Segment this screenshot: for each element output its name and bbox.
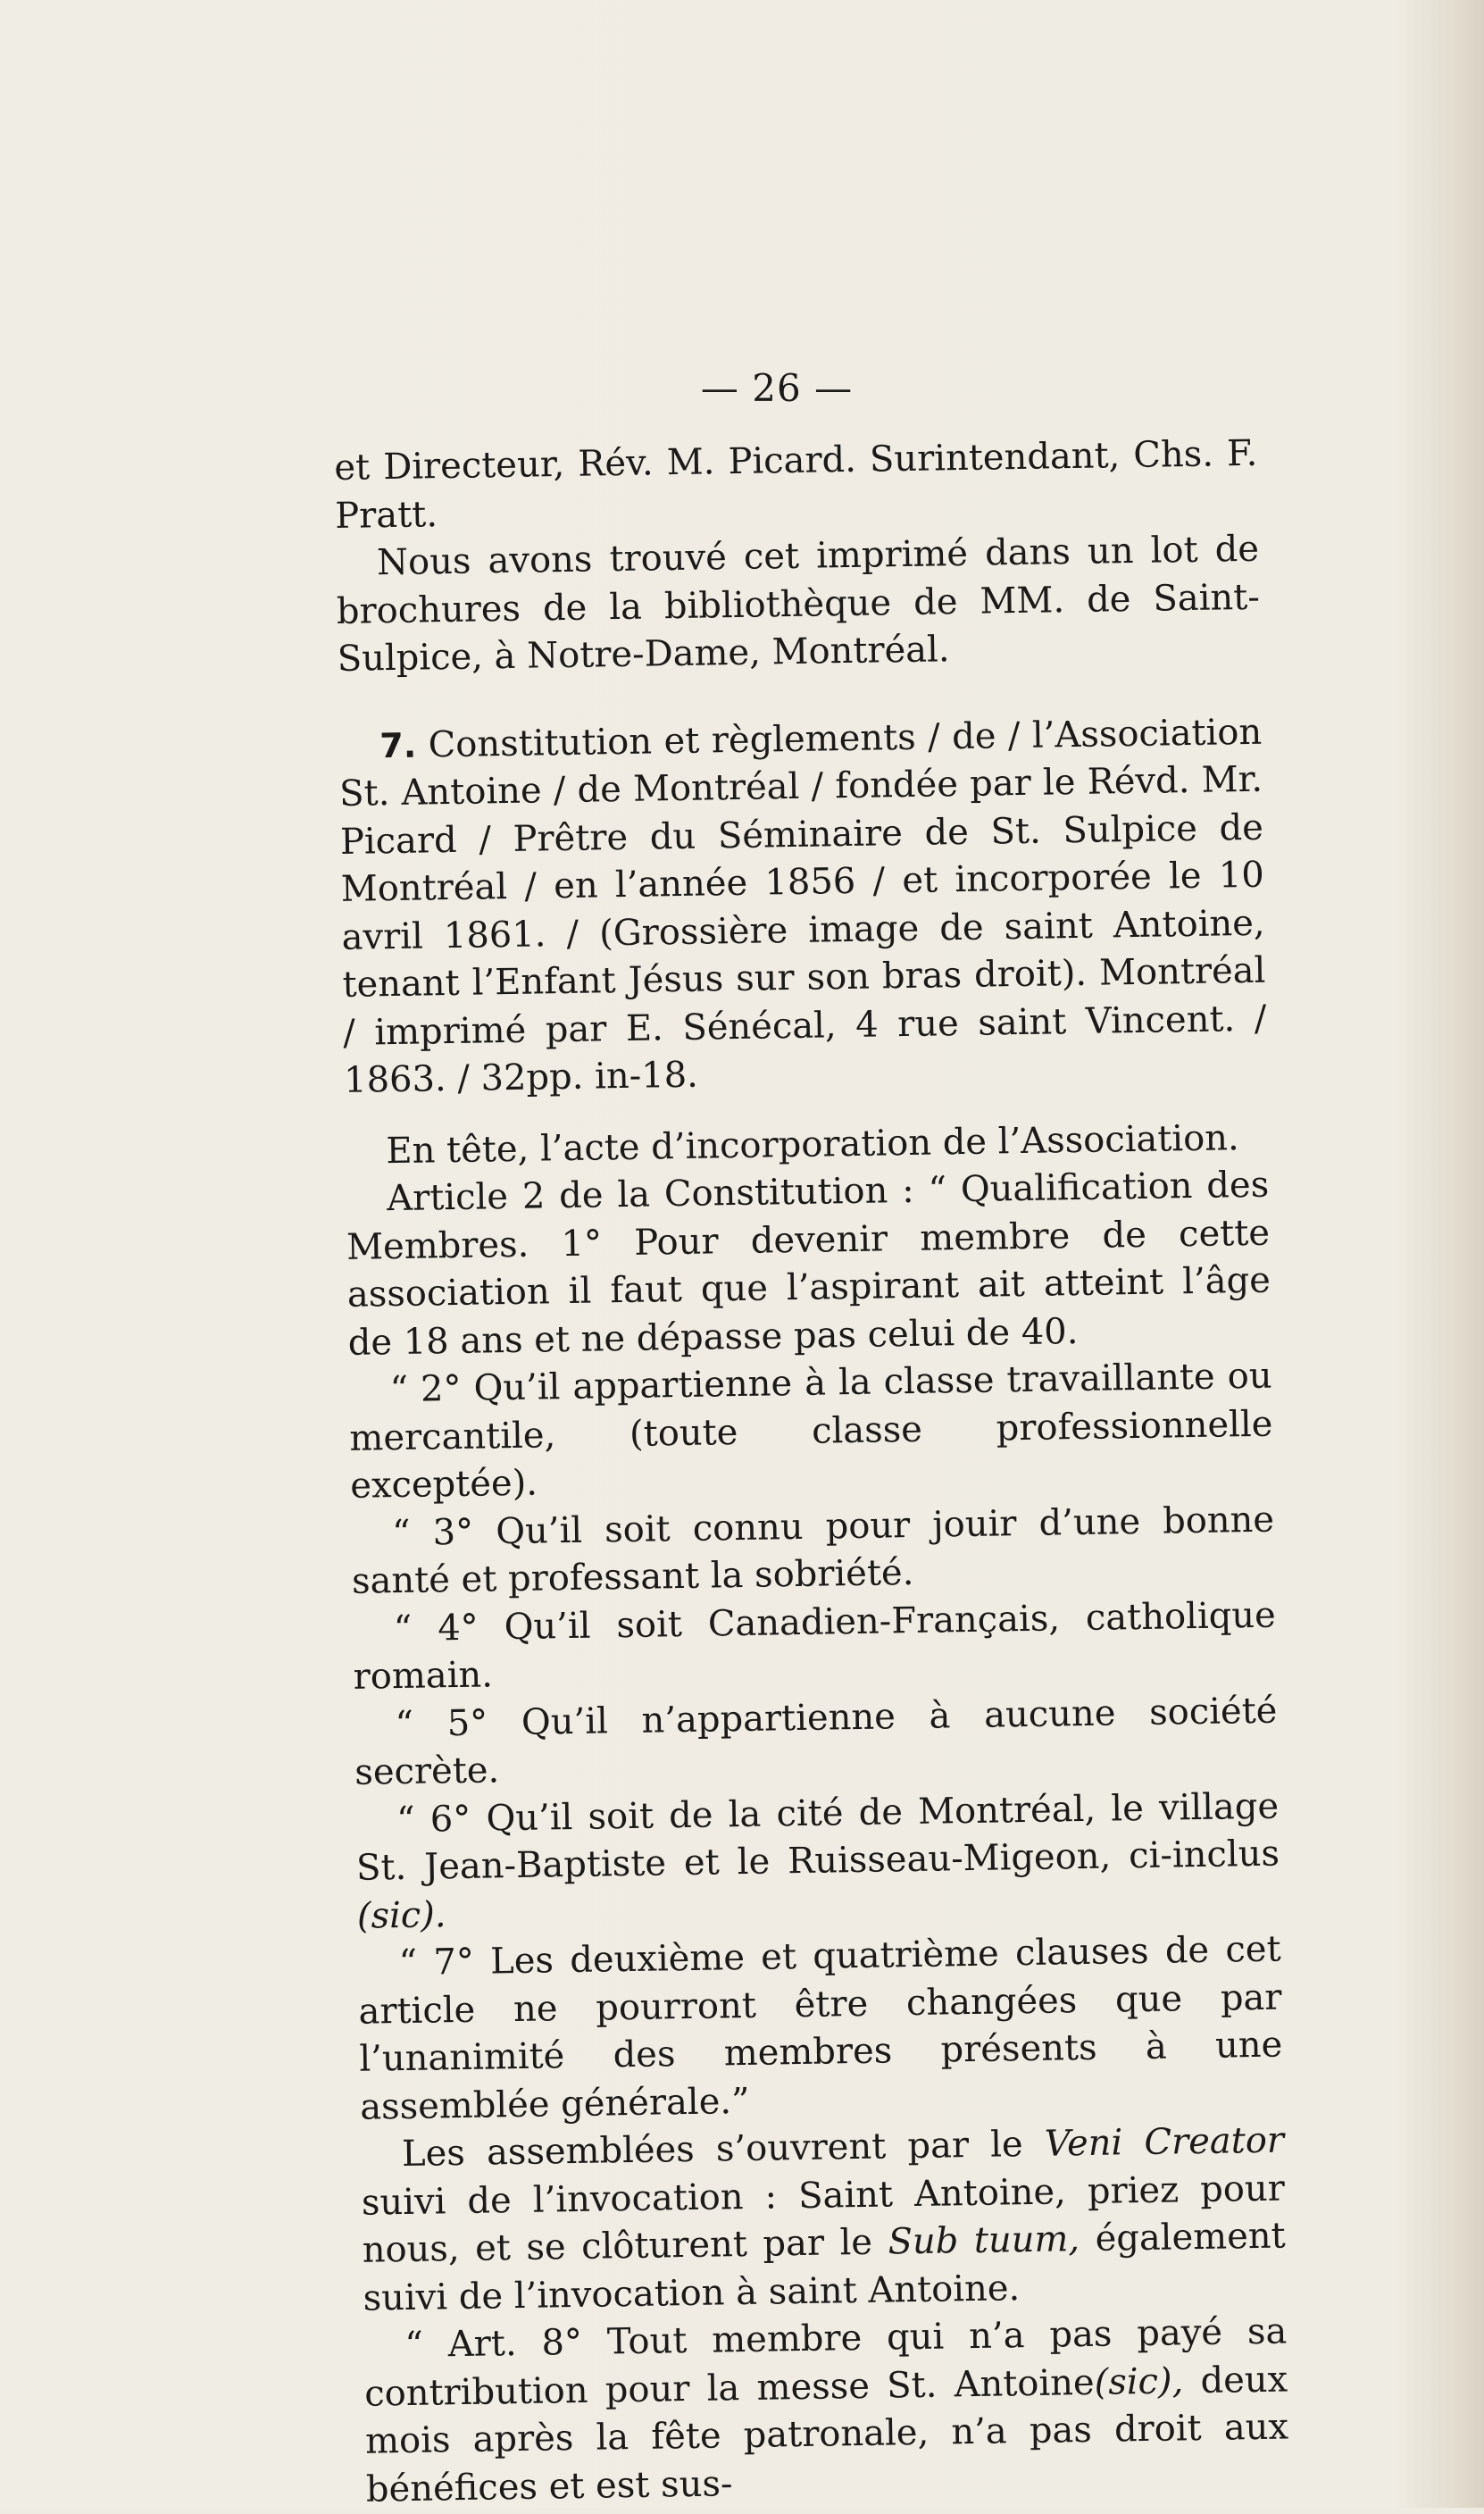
page-number: — 26 —: [700, 366, 854, 410]
assemblies-text-2: suivi de l’invocation : Saint Antoine, priez pour nous, et se clôturent par le: [361, 2167, 1286, 2271]
sub-tuum: Sub tuum,: [888, 2218, 1080, 2263]
paragraph-clause-6: [355, 1783, 1280, 1941]
paragraph-clause-3: “ 3° Qu’il soit connu pour jouir d’une bonne santé et professant la sobriété.: [351, 1499, 1275, 1602]
paragraph-continuation: et Directeur, Rév. M. Picard. Surintendant, Chs. F. Pratt.: [334, 432, 1258, 537]
paragraph-article-2: Article 2 de la Constitution : “ Qualification des Membres. 1° Pour devenir membre de cette association il faut que l’aspirant ait atteint l’âge de 18 ans et ne dépasse pas celui de 40.: [346, 1164, 1271, 1364]
paragraph-clause-4: “ 4° Qu’il soit Canadien-Français, catholique romain.: [353, 1594, 1277, 1698]
paragraph-clause-2: “ 2° Qu’il appartienne à la classe travaillante ou mercantile, (toute classe professionnelle exceptée).: [349, 1355, 1273, 1507]
assemblies-text-1: Les assemblées s’ouvrent par le: [401, 2123, 1046, 2176]
article-8-text-2: deux mois après la fête patronale, n’a pas droit aux bénéfices et est sus-: [364, 2358, 1289, 2510]
sic-note-2: (sic),: [1094, 2359, 1184, 2403]
entry-text: Constitution et règlements / de / l’Association St. Antoine / de Montréal / fondée par le Révd. Mr. Picard / Prêtre du Séminaire de St. Sulpice de Montréal / en l’année 1856 / et incorporée le 10 avril 1861. / (Grossière image de saint Antoine, tenant l’Enfant Jésus sur son bras droit). Montréal / imprimé par E. Sénécal, 4 rue saint Vincent. / 1863. / 32pp. in-18.: [338, 711, 1267, 1101]
paragraph-article-8: [363, 2308, 1289, 2513]
article-8-text-1: “ Art. 8° Tout membre qui n’a pas payé sa contribution pour la messe St. Antoine: [363, 2310, 1288, 2415]
assemblies-text-3: également suivi de l’invocation à saint Antoine.: [363, 2215, 1286, 2319]
sic-note: (sic).: [356, 1893, 446, 1937]
paragraph-incorporation: En tête, l’acte d’incorporation de l’Association.: [386, 1116, 1240, 1172]
clause-6-text: “ 6° Qu’il soit de la cité de Montréal, le village St. Jean-Baptiste et le Ruisseau-Migeon, ci-inclus: [355, 1785, 1280, 1889]
paragraph-clause-7: “ 7° Les deuxième et quatrième clauses de cet article ne pourront être changées que par l’unanimité des membres présents à une assemblée générale.”: [358, 1928, 1283, 2128]
paragraph-assemblies: [361, 2117, 1287, 2323]
body-text: [334, 430, 1289, 2514]
entry-number: 7.: [379, 725, 417, 765]
veni-creator: Veni Creator: [1044, 2119, 1285, 2165]
bibliography-entry: [338, 708, 1268, 1105]
paragraph-clause-5: “ 5° Qu’il n’appartienne à aucune société secrète.: [354, 1690, 1278, 1793]
paragraph-source-note: Nous avons trouvé cet imprimé dans un lot de brochures de la bibliothèque de MM. de Saint-Sulpice, à Notre-Dame, Montréal.: [336, 528, 1261, 680]
